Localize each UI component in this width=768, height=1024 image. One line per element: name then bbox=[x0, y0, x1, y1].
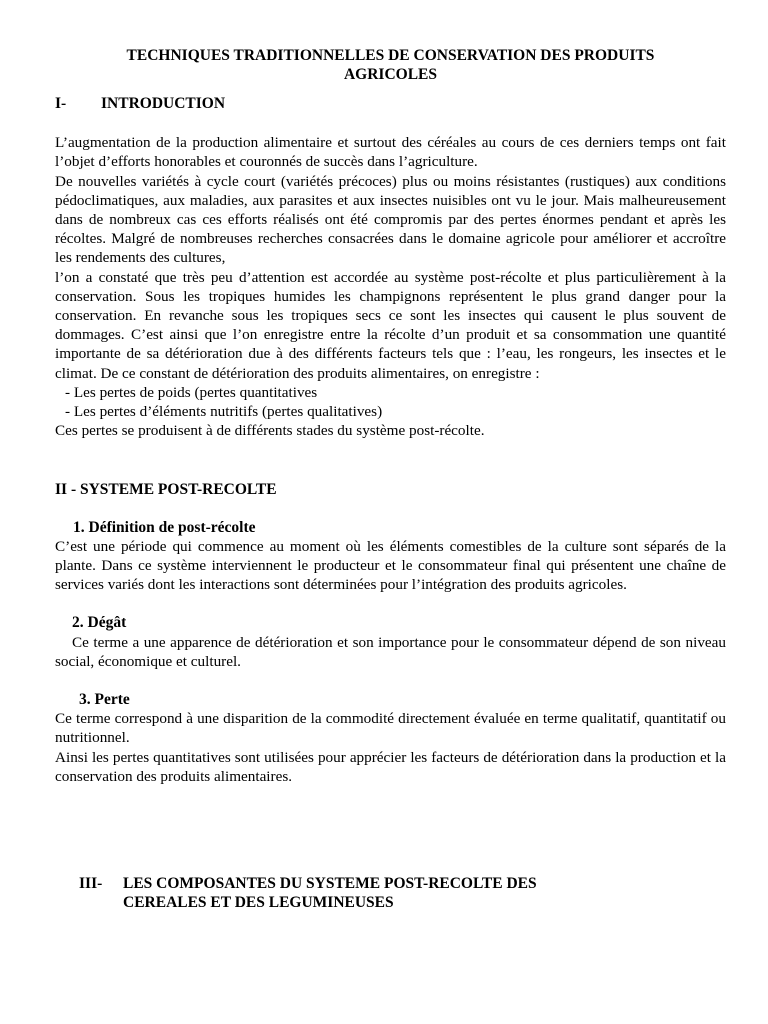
intro-paragraph-1: L’augmentation de la production alimentaire et surtout des céréales au cours de ces derniers temps ont fait l’objet d’efforts honorables et couronnés de succès dans l’agriculture. bbox=[55, 134, 726, 171]
intro-paragraph-3: l’on a constaté que très peu d’attention est accordée au système post-récolte et plus particulièrement à la conservation. Sous les tropiques humides les champignons représentent le plus grand danger pour la conservation. En revanche sous les tropiques secs ce sont les insectes qui causent le plus souvent de dommages. C’est ainsi que l’on enregistre entre la récolte d’un produit et sa consommation une quantité importante de sa détérioration due à des différents facteurs tels que : l’eau, les rongeurs, les insectes et le climat. De ce constant de détérioration des produits alimentaires, on enregistre : bbox=[55, 268, 726, 382]
section-1-heading bbox=[55, 94, 726, 113]
subsection-perte-text-1: Ce terme correspond à une disparition de la commodité directement évaluée en terme qualitatif, quantitatif ou nutritionnel. bbox=[55, 710, 726, 747]
subsection-definition-text: C’est une période qui commence au moment où les éléments comestibles de la culture sont séparés de la plante. Dans ce système interviennent le producteur et le consommateur final qui présentent une chaîne de services variés dont les interactions sont déterminées pour l’intégration des produits agricoles. bbox=[55, 537, 726, 594]
losses-list bbox=[55, 383, 726, 421]
document-page bbox=[55, 46, 726, 913]
list-item: - Les pertes de poids (pertes quantitatives bbox=[65, 383, 318, 401]
intro-closing: Ces pertes se produisent à de différents stades du système post-récolte. bbox=[55, 422, 485, 440]
subsection-definition-heading: 1. Définition de post-récolte bbox=[73, 518, 256, 536]
document-title bbox=[55, 46, 726, 84]
subsection-degat-text: Ce terme a une apparence de détérioration et son importance pour le consommateur dépend de son niveau social, économique et culturel. bbox=[55, 633, 726, 670]
section-1-number: I- bbox=[55, 95, 67, 112]
section-2-heading: II - SYSTEME POST-RECOLTE bbox=[55, 481, 277, 499]
title-line-1: TECHNIQUES TRADITIONNELLES DE CONSERVATION DES PRODUITS bbox=[126, 47, 655, 64]
subsection-perte-heading: 3. Perte bbox=[79, 691, 130, 709]
intro-paragraph-2: De nouvelles variétés à cycle court (variétés précoces) plus ou moins résistantes (rustiques) aux conditions pédoclimatiques, aux maladies, aux parasites et aux insectes nuisibles ont vu le jour. Mais malheureusement dans de nombreux cas ces efforts réalisés ont été compromis par des pertes énormes pendant et après les récoltes. Malgré de nombreuses recherches consacrées dans le domaine agricole pour améliorer et accroître les rendements des cultures, bbox=[55, 172, 726, 267]
subsection-degat-heading: 2. Dégât bbox=[72, 614, 127, 632]
section-3-title-line-2: CEREALES ET DES LEGUMINEUSES bbox=[123, 894, 394, 912]
subsection-perte-text-2: Ainsi les pertes quantitatives sont utilisées pour apprécier les facteurs de détérioration dans la production et la conservation des produits alimentaires. bbox=[55, 748, 726, 785]
section-1-title: INTRODUCTION bbox=[101, 95, 226, 112]
section-3-heading bbox=[55, 874, 726, 912]
section-3-number: III- bbox=[79, 875, 103, 893]
title-line-2: AGRICOLES bbox=[343, 66, 438, 83]
section-3-title-line-1: LES COMPOSANTES DU SYSTEME POST-RECOLTE DES bbox=[123, 875, 537, 893]
list-item: - Les pertes d’éléments nutritifs (pertes qualitatives) bbox=[65, 403, 383, 421]
